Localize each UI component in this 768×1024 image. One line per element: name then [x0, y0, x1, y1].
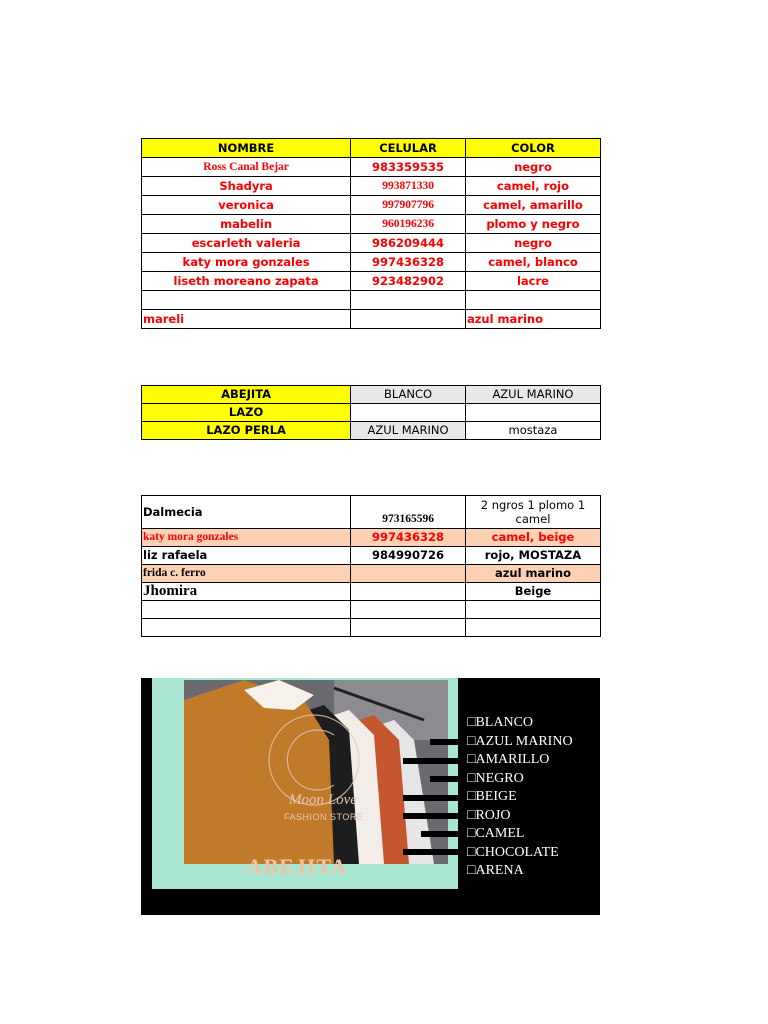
cell-celular[interactable]: 984990726: [351, 547, 466, 565]
cell-color-2[interactable]: AZUL MARINO: [465, 386, 600, 404]
cell-color-2[interactable]: mostaza: [465, 422, 600, 440]
logo-subtext: FASHION STORE: [284, 812, 364, 822]
cell-color[interactable]: [465, 291, 600, 310]
table-row: [142, 272, 601, 291]
checkbox-icon: □: [467, 863, 476, 878]
sweater-photo: [184, 680, 448, 864]
cell-celular[interactable]: 997436328: [351, 529, 466, 547]
checkbox-icon: □: [467, 752, 476, 767]
color-option: [467, 788, 573, 807]
color-option: [467, 844, 573, 863]
cell-model[interactable]: LAZO: [142, 404, 351, 422]
color-list: [467, 714, 573, 881]
checkbox-icon: □: [467, 789, 476, 804]
cell-nombre[interactable]: [142, 291, 351, 310]
bar: [421, 831, 466, 837]
mint-frame: [152, 678, 458, 889]
cell-color-1[interactable]: [351, 404, 466, 422]
cell-celular[interactable]: [351, 601, 466, 619]
cell-color[interactable]: rojo, MOSTAZA: [465, 547, 600, 565]
cell-color[interactable]: azul marino: [465, 310, 600, 329]
cell-color[interactable]: Beige: [465, 583, 600, 601]
cell-celular[interactable]: [351, 291, 466, 310]
cell-nombre[interactable]: Jhomira: [142, 583, 351, 601]
cell-color[interactable]: camel, amarillo: [465, 196, 600, 215]
cell-celular[interactable]: 960196236: [351, 215, 466, 234]
cell-color[interactable]: negro: [465, 158, 600, 177]
cell-celular[interactable]: [351, 565, 466, 583]
models-table: [141, 385, 601, 440]
table-row: [142, 291, 601, 310]
cell-celular[interactable]: [351, 310, 466, 329]
cell-color[interactable]: [465, 601, 600, 619]
cell-nombre[interactable]: escarleth valeria: [142, 234, 351, 253]
table-row: [142, 234, 601, 253]
table-row: [142, 215, 601, 234]
color-option: [467, 807, 573, 826]
table-row: [142, 565, 601, 583]
cell-celular[interactable]: 923482902: [351, 272, 466, 291]
bar: [403, 795, 466, 801]
product-name: ABEJITA: [246, 854, 348, 879]
color-option: [467, 751, 573, 770]
table-header-row: [142, 139, 601, 158]
checkbox-icon: □: [467, 715, 476, 730]
table-row: [142, 619, 601, 637]
color-option-label: BEIGE: [475, 789, 517, 804]
cell-nombre[interactable]: katy mora gonzales: [142, 529, 351, 547]
table-row: [142, 158, 601, 177]
product-promo-image: [141, 678, 600, 915]
bar: [430, 776, 466, 782]
table-row: [142, 177, 601, 196]
table-row: [142, 386, 601, 404]
table-row: [142, 583, 601, 601]
table-row: [142, 404, 601, 422]
column-header-celular: CELULAR: [351, 139, 466, 158]
table-row: [142, 253, 601, 272]
cell-nombre[interactable]: [142, 601, 351, 619]
logo-text: Moon Love: [289, 792, 357, 808]
table-row: [142, 496, 601, 529]
color-option-label: ROJO: [475, 807, 511, 823]
orders-table-2: [141, 495, 601, 637]
cell-color[interactable]: plomo y negro: [465, 215, 600, 234]
color-option: [467, 862, 573, 881]
table-row: [142, 422, 601, 440]
cell-color-1[interactable]: BLANCO: [351, 386, 466, 404]
table-row: [142, 547, 601, 565]
cell-nombre[interactable]: Dalmecia: [142, 496, 351, 529]
cell-celular[interactable]: 997907796: [351, 196, 466, 215]
cell-nombre[interactable]: Shadyra: [142, 177, 351, 196]
sweaters-illustration: [184, 680, 448, 864]
orders-table: [141, 138, 601, 329]
cell-model[interactable]: LAZO PERLA: [142, 422, 351, 440]
cell-color[interactable]: camel, blanco: [465, 253, 600, 272]
cell-nombre[interactable]: frida c. ferro: [142, 565, 351, 583]
color-option-label: NEGRO: [475, 770, 524, 786]
cell-nombre[interactable]: mabelin: [142, 215, 351, 234]
bar: [430, 739, 466, 745]
bar: [403, 758, 466, 764]
column-header-color: COLOR: [465, 139, 600, 158]
color-option: [467, 770, 573, 789]
cell-nombre[interactable]: mareli: [142, 310, 351, 329]
cell-color[interactable]: lacre: [465, 272, 600, 291]
cell-celular[interactable]: 983359535: [351, 158, 466, 177]
color-option: [467, 714, 573, 733]
cell-nombre[interactable]: liseth moreano zapata: [142, 272, 351, 291]
cell-celular[interactable]: [351, 619, 466, 637]
color-option-label: CAMEL: [475, 826, 525, 841]
cell-color[interactable]: camel, beige: [465, 529, 600, 547]
table-row: [142, 196, 601, 215]
color-option-label: AZUL MARINO: [475, 733, 573, 749]
cell-nombre[interactable]: liz rafaela: [142, 547, 351, 565]
table-row: [142, 601, 601, 619]
cell-nombre[interactable]: [142, 619, 351, 637]
bar: [403, 813, 466, 819]
color-option-label: AMARILLO: [475, 752, 550, 767]
cell-color-1[interactable]: AZUL MARINO: [351, 422, 466, 440]
column-header-nombre: NOMBRE: [142, 139, 351, 158]
color-option-label: CHOCOLATE: [475, 844, 559, 860]
table-row: [142, 529, 601, 547]
checkbox-icon: □: [467, 826, 476, 841]
cell-color[interactable]: negro: [465, 234, 600, 253]
checkbox-icon: □: [467, 770, 476, 786]
color-option-label: ARENA: [475, 863, 524, 878]
cell-celular[interactable]: 973165596: [351, 496, 466, 529]
cell-color[interactable]: azul marino: [465, 565, 600, 583]
color-option-label: BLANCO: [475, 715, 534, 730]
checkbox-icon: □: [467, 807, 476, 823]
cell-model[interactable]: ABEJITA: [142, 386, 351, 404]
cell-nombre[interactable]: Ross Canal Bejar: [142, 158, 351, 177]
cell-color[interactable]: camel, rojo: [465, 177, 600, 196]
cell-celular[interactable]: 997436328: [351, 253, 466, 272]
cell-color-2[interactable]: [465, 404, 600, 422]
table-row: [142, 310, 601, 329]
color-option: [467, 733, 573, 752]
cell-nombre[interactable]: katy mora gonzales: [142, 253, 351, 272]
bar: [403, 849, 466, 855]
cell-nombre[interactable]: veronica: [142, 196, 351, 215]
color-option: [467, 825, 573, 844]
checkbox-icon: □: [467, 844, 476, 860]
cell-color[interactable]: [465, 619, 600, 637]
cell-celular[interactable]: 993871330: [351, 177, 466, 196]
checkbox-icon: □: [467, 733, 476, 749]
cell-celular[interactable]: 986209444: [351, 234, 466, 253]
cell-celular[interactable]: [351, 583, 466, 601]
cell-color[interactable]: 2 ngros 1 plomo 1 camel: [465, 496, 600, 529]
